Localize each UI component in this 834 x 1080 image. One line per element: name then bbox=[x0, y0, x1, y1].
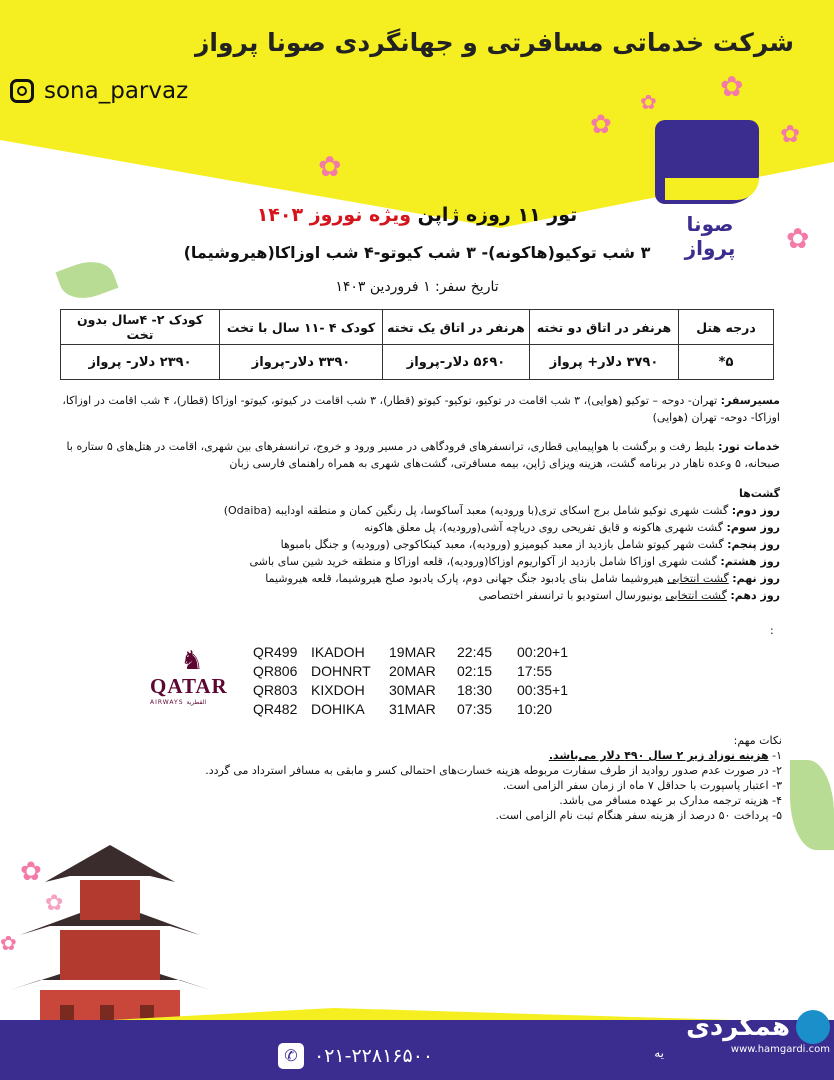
flight-code: QR803 bbox=[253, 682, 298, 698]
flight-route: DOHIKA bbox=[311, 701, 365, 717]
note-number: ۳- bbox=[772, 779, 782, 792]
day-text: یونیورسال استودیو با ترانسفر اختصاصی bbox=[478, 589, 666, 602]
flight-date: 19MAR bbox=[389, 644, 436, 660]
list-item bbox=[200, 553, 780, 570]
table-row bbox=[253, 681, 568, 700]
blossom-icon: ✿ bbox=[640, 90, 657, 114]
note-text: پرداخت ۵۰ درصد از هزینه سفر هنگام ثبت نام الزامی است. bbox=[495, 809, 769, 822]
footer-text: یه bbox=[654, 1046, 664, 1060]
table-cell: ۲۳۹۰ دلار- پرواز bbox=[61, 345, 220, 380]
flight-departure: 18:30 bbox=[457, 682, 493, 698]
day-label: روز دهم: bbox=[730, 589, 780, 602]
flight-departure: 22:45 bbox=[457, 644, 493, 660]
note-text: هزینه نوزاد زیر ۲ سال ۴۹۰ دلار می‌باشد. bbox=[548, 749, 769, 762]
route-text: تهران- دوحه – توکیو (هوایی)، ۳ شب اقامت در توکیو، توکیو- کیوتو (قطار)، ۳ شب اقامت در کیوتو، کیوتو- اوزاکا (قطار)، ۴ شب اقامت در اوزاکا، اوزاکا- دوحه- تهران (هوایی) bbox=[62, 394, 780, 424]
table-header-cell: هرنفر در اتاق دو تخته bbox=[530, 310, 679, 345]
flight-arrival: 00:20+1 bbox=[517, 644, 568, 660]
flight-date: 31MAR bbox=[389, 701, 436, 717]
departure-date: تاریخ سفر: ۱ فروردین ۱۴۰۳ bbox=[335, 279, 499, 295]
tour-title-highlight: ویژه نوروز ۱۴۰۳ bbox=[256, 204, 412, 226]
table-header-cell: کودک ۲- ۴سال بدون تخت bbox=[61, 310, 220, 345]
list-item bbox=[200, 763, 782, 778]
excursions-section bbox=[200, 485, 780, 604]
leaf-decoration bbox=[790, 760, 834, 850]
blossom-icon: ✿ bbox=[318, 150, 342, 183]
list-item bbox=[200, 519, 780, 536]
svg-text:✿: ✿ bbox=[45, 891, 64, 916]
optional-tour-label: گشت انتخابی bbox=[667, 572, 729, 585]
day-text: گشت شهری اوزاکا شامل بازدید از آکواریوم اوزاکا(ورودیه)، قلعه اوزاکا و منطقه خرید شین سای باشی bbox=[249, 555, 721, 568]
price-table bbox=[60, 309, 774, 380]
list-item bbox=[200, 748, 782, 763]
day-label: روز هشتم: bbox=[720, 555, 780, 568]
blossom-icon: ✿ bbox=[786, 222, 810, 255]
list-item bbox=[200, 570, 780, 587]
instagram-icon bbox=[10, 79, 34, 103]
brand-logo-swoosh bbox=[665, 178, 759, 200]
watermark-logo-icon bbox=[796, 1010, 830, 1044]
day-text: گشت شهری هاکونه و قایق تفریحی روی دریاچه آشی(ورودیه)، پل معلق هاکونه bbox=[364, 521, 727, 534]
phone-number[interactable]: ۰۲۱-۲۲۸۱۶۵۰۰ bbox=[314, 1045, 434, 1067]
flight-route: IKADOH bbox=[311, 644, 365, 660]
watermark bbox=[640, 1010, 830, 1076]
flight-arrival: 00:35+1 bbox=[517, 682, 568, 698]
watermark-url: www.hamgardi.com bbox=[730, 1044, 830, 1055]
table-row bbox=[253, 700, 568, 719]
flight-code: QR806 bbox=[253, 663, 298, 679]
day-label: روز سوم: bbox=[726, 521, 780, 534]
list-item bbox=[200, 778, 782, 793]
svg-text:✿: ✿ bbox=[0, 931, 17, 955]
tour-title-main: تور ۱۱ روزه ژاپن bbox=[411, 204, 578, 226]
flight-arrival: 10:20 bbox=[517, 701, 553, 717]
blossom-icon: ✿ bbox=[590, 110, 612, 140]
list-item bbox=[200, 536, 780, 553]
flight-arrival: 17:55 bbox=[517, 663, 553, 679]
list-item bbox=[200, 808, 782, 823]
route-paragraph bbox=[60, 392, 780, 426]
watermark-text: همگردی bbox=[686, 1012, 790, 1042]
blossom-icon: ✿ bbox=[720, 70, 744, 103]
note-text: در صورت عدم صدور روادید از طرف سفارت مربوطه هزینه خسارت‌های احتمالی کسر و مابقی به مسافر استرداد می گردد. bbox=[205, 764, 769, 777]
blossom-icon: ✿ bbox=[780, 120, 801, 148]
services-label: خدمات تور: bbox=[718, 440, 780, 453]
note-number: ۱- bbox=[772, 749, 782, 762]
phone-contact[interactable] bbox=[278, 1040, 433, 1072]
day-label: روز پنجم: bbox=[727, 538, 780, 551]
day-label: روز دوم: bbox=[731, 504, 780, 517]
route-label: مسیرسفر: bbox=[720, 394, 780, 407]
price-table-header-row bbox=[61, 310, 774, 345]
colon-mark: : bbox=[770, 624, 774, 637]
list-item bbox=[200, 502, 780, 519]
tour-title bbox=[0, 204, 834, 226]
list-item bbox=[200, 793, 782, 808]
note-number: ۲- bbox=[772, 764, 782, 777]
flight-date: 20MAR bbox=[389, 663, 436, 679]
table-header-cell: درجه هتل bbox=[679, 310, 774, 345]
flight-schedule bbox=[253, 643, 568, 719]
note-number: ۵- bbox=[772, 809, 782, 822]
table-header-cell: کودک ۴ -۱۱ سال با تخت bbox=[220, 310, 383, 345]
services-text: بلیط رفت و برگشت با هواپیمایی قطاری، ترانسفرهای فرودگاهی در مسیر ورود و خروج، ترانسفرهای بین شهری، اقامت در هتل‌های ۵ ستاره با صبحانه، ۵ وعده ناهار در برنامه گشت، هزینه ویزای ژاپن، بیمه مسافرتی، گشت‌های شهری به همراه راهنمای فارسی زبان bbox=[66, 440, 780, 470]
flight-departure: 07:35 bbox=[457, 701, 493, 717]
note-text: هزینه ترجمه مدارک بر عهده مسافر می باشد. bbox=[559, 794, 769, 807]
flight-code: QR499 bbox=[253, 644, 298, 660]
table-cell: ۵* bbox=[679, 345, 774, 380]
flight-route: KIXDOH bbox=[311, 682, 365, 698]
table-cell: ۵۶۹۰ دلار-پرواز bbox=[383, 345, 530, 380]
notes-title: نکات مهم: bbox=[733, 734, 782, 747]
day-text: هیروشیما شامل بنای یادبود جنگ جهانی دوم، پارک یادبود صلح هیروشیما، قلعه هیروشیما bbox=[265, 572, 668, 585]
table-cell: ۳۷۹۰ دلار+ پرواز bbox=[530, 345, 679, 380]
list-item bbox=[200, 587, 780, 604]
airline-subtitle: AIRWAYS القطرية bbox=[150, 699, 207, 706]
table-row bbox=[61, 345, 774, 380]
tour-route-summary: ۳ شب توکیو(هاکونه)- ۳ شب کیوتو-۴ شب اوزاکا(هیروشیما) bbox=[183, 243, 651, 262]
optional-tour-label: گشت انتخابی bbox=[665, 589, 727, 602]
svg-text:✿: ✿ bbox=[20, 857, 42, 887]
important-notes bbox=[200, 733, 782, 823]
table-row bbox=[253, 643, 568, 662]
table-header-cell: هرنفر در اتاق یک تخته bbox=[383, 310, 530, 345]
company-name: شرکت خدماتی مسافرتی و جهانگردی صونا پرواز bbox=[195, 28, 794, 57]
instagram-handle: sona_parvaz bbox=[44, 78, 189, 104]
airline-name: QATAR bbox=[150, 674, 228, 698]
services-paragraph bbox=[60, 438, 780, 472]
brand-logo-text: صونا پرواز bbox=[684, 212, 736, 260]
instagram-handle-row[interactable] bbox=[10, 78, 188, 104]
excursions-title: گشت‌ها bbox=[739, 487, 780, 500]
flight-departure: 02:15 bbox=[457, 663, 493, 679]
table-row bbox=[253, 662, 568, 681]
day-text: گشت شهر کیوتو شامل بازدید از معبد کیومیزو (ورودیه)، معبد کینکاکوجی (ورودیه) و جنگل بامبوها bbox=[280, 538, 728, 551]
qatar-airways-logo bbox=[150, 648, 234, 706]
flight-code: QR482 bbox=[253, 701, 298, 717]
phone-icon: ✆ bbox=[278, 1043, 304, 1069]
flight-date: 30MAR bbox=[389, 682, 436, 698]
day-label: روز نهم: bbox=[732, 572, 780, 585]
flight-route: DOHNRT bbox=[311, 663, 371, 679]
day-text: گشت شهری توکیو شامل برج اسکای تری(با ورودیه) معبد آساکوسا، پل رنگین کمان و منطقه اودایبه (Odaiba) bbox=[223, 504, 732, 517]
oryx-icon: ♞ bbox=[180, 646, 204, 676]
note-number: ۴- bbox=[772, 794, 782, 807]
note-text: اعتبار پاسپورت با حداقل ۷ ماه از زمان سفر الزامی است. bbox=[502, 779, 769, 792]
table-cell: ۳۳۹۰ دلار-پرواز bbox=[220, 345, 383, 380]
